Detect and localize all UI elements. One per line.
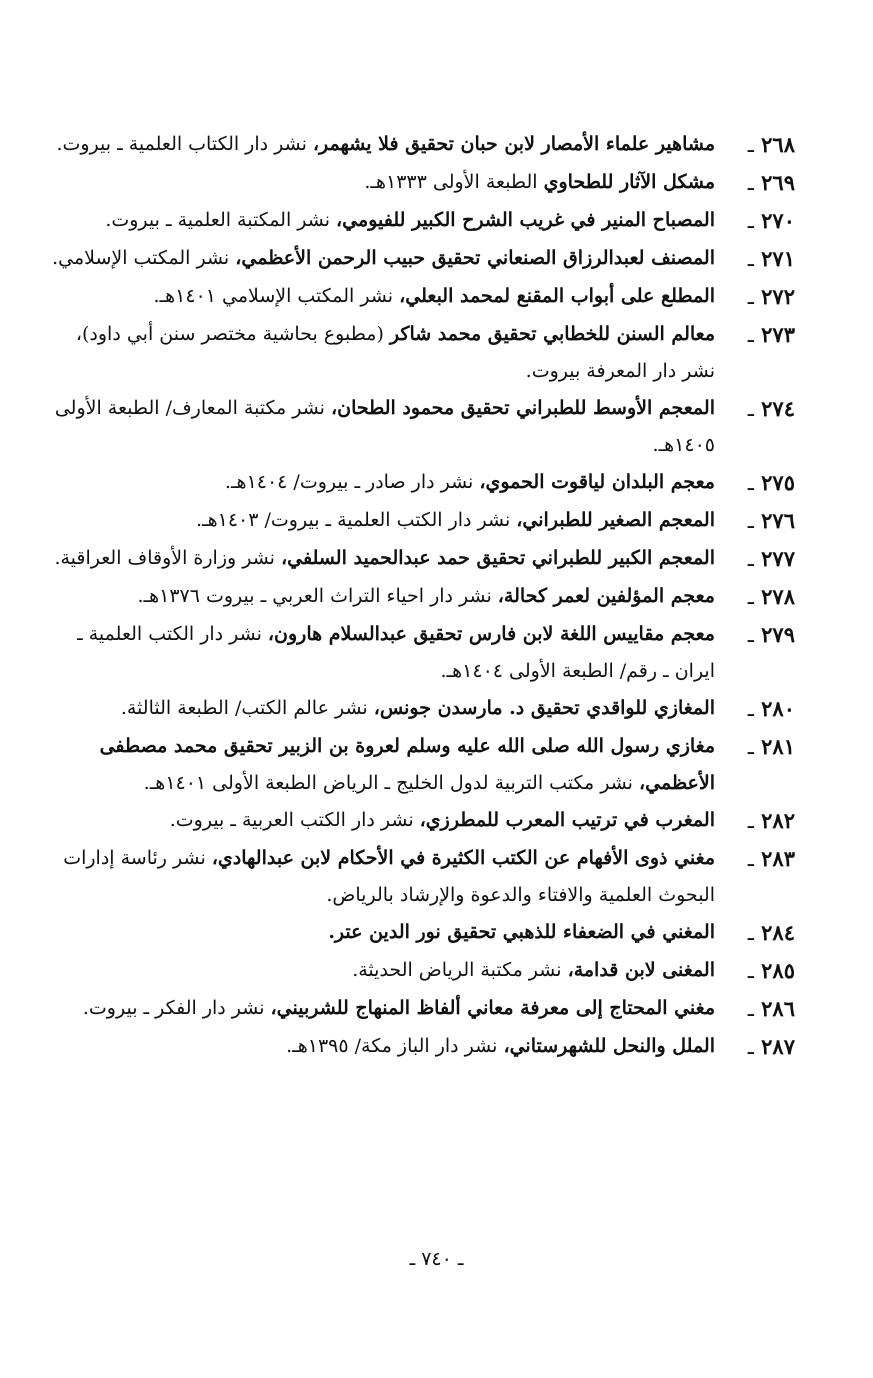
entry-number-value: ٢٧٨ — [761, 584, 795, 609]
entry-dash: ـ — [747, 133, 754, 157]
entry-number-value: ٢٦٨ — [761, 132, 795, 157]
entry-details: نشر المكتب الإسلامي ١٤٠١هـ. — [153, 285, 400, 307]
entry-number-value: ٢٨١ — [761, 734, 795, 759]
entry-text — [50, 578, 715, 615]
entry-dash: ـ — [747, 921, 754, 945]
entry-number — [715, 690, 795, 728]
entry-details: نشر دار احياء التراث العربي ـ بيروت ١٣٧٦هـ. — [137, 585, 498, 607]
bibliography-entry — [50, 464, 795, 502]
entry-text — [50, 164, 715, 201]
bibliography-entry — [50, 126, 795, 164]
entry-details: نشر دار الفكر ـ بيروت. — [82, 997, 271, 1019]
entry-text — [50, 502, 715, 539]
bibliography-entry — [50, 616, 795, 690]
entry-number — [715, 202, 795, 240]
entry-number — [715, 126, 795, 164]
entry-text — [50, 616, 715, 690]
entry-number-value: ٢٨٤ — [761, 920, 795, 945]
entry-details: نشر دار صادر ـ بيروت/ ١٤٠٤هـ. — [224, 471, 480, 493]
entry-text — [50, 240, 715, 277]
bibliography-entry — [50, 840, 795, 914]
entry-text — [50, 914, 715, 951]
bibliography-entry — [50, 914, 795, 952]
entry-text — [50, 990, 715, 1027]
entry-title: المعجم الكبير للطبراني تحقيق حمد عبدالحميد السلفي، — [280, 547, 715, 569]
entry-details: نشر دار الكتب العلمية ـ بيروت/ ١٤٠٣هـ. — [196, 509, 517, 531]
bibliography-entry — [50, 502, 795, 540]
entry-dash: ـ — [747, 735, 754, 759]
entry-dash: ـ — [747, 697, 754, 721]
bibliography-entry — [50, 316, 795, 390]
entry-title: مغني المحتاج إلى معرفة معاني ألفاظ المنهاج للشربيني، — [270, 997, 715, 1019]
entry-number-value: ٢٨٦ — [761, 996, 795, 1021]
bibliography-entry — [50, 802, 795, 840]
bibliography-entry — [50, 202, 795, 240]
entry-number-value: ٢٧٢ — [761, 284, 795, 309]
entry-title: مشكل الآثار للطحاوي — [543, 171, 715, 193]
bibliography-entry — [50, 540, 795, 578]
entry-details: نشر دار الكتب العلمية ـ ايران ـ رقم/ الطبعة الأولى ١٤٠٤هـ. — [77, 623, 715, 682]
entry-details: (مطبوع بحاشية مختصر سنن أبي داود)، نشر دار المعرفة بيروت. — [75, 323, 715, 382]
bibliography-entry — [50, 390, 795, 464]
entry-title: الملل والنحل للشهرستاني، — [503, 1035, 715, 1057]
entry-details: نشر وزارة الأوقاف العراقية. — [54, 547, 281, 569]
entry-number — [715, 464, 795, 502]
entry-text — [50, 278, 715, 315]
entry-number-value: ٢٨٣ — [761, 846, 795, 871]
entry-number-value: ٢٦٩ — [761, 170, 795, 195]
bibliography-entry — [50, 578, 795, 616]
bibliography-entry — [50, 278, 795, 316]
entry-title: معجم البلدان لياقوت الحموي، — [479, 471, 715, 493]
entry-dash: ـ — [747, 397, 754, 421]
entry-dash: ـ — [747, 547, 754, 571]
bibliography-entry — [50, 728, 795, 802]
bibliography-list — [50, 126, 795, 1066]
entry-text — [50, 540, 715, 577]
entry-title: مغني ذوى الأفهام عن الكتب الكثيرة في الأحكام لابن عبدالهادي، — [211, 847, 715, 869]
entry-title: المصنف لعبدالرزاق الصنعاني تحقيق حبيب الرحمن الأعظمي، — [235, 247, 715, 269]
entry-dash: ـ — [747, 847, 754, 871]
entry-dash: ـ — [747, 585, 754, 609]
entry-title: المغازي للواقدي تحقيق د. مارسدن جونس، — [373, 697, 715, 719]
entry-title: مشاهير علماء الأمصار لابن حبان تحقيق فلا يشهمر، — [312, 133, 715, 155]
entry-details: نشر دار الكتاب العلمية ـ بيروت. — [56, 133, 313, 155]
entry-text — [50, 952, 715, 989]
bibliography-entry — [50, 164, 795, 202]
entry-number-value: ٢٧٥ — [761, 470, 795, 495]
entry-number-value: ٢٨٧ — [761, 1034, 795, 1059]
entry-details: نشر مكتب التربية لدول الخليج ـ الرياض الطبعة الأولى ١٤٠١هـ. — [143, 772, 639, 794]
entry-text — [50, 316, 715, 390]
entry-details: نشر المكتب الإسلامي. — [52, 247, 236, 269]
entry-number-value: ٢٧١ — [761, 246, 795, 271]
entry-dash: ـ — [747, 285, 754, 309]
bibliography-entry — [50, 240, 795, 278]
entry-text — [50, 126, 715, 163]
entry-number — [715, 802, 795, 840]
bibliography-entry — [50, 952, 795, 990]
entry-number — [715, 1028, 795, 1066]
entry-number — [715, 278, 795, 316]
entry-title: المعجم الصغير للطبراني، — [516, 509, 715, 531]
entry-dash: ـ — [747, 623, 754, 647]
entry-number-value: ٢٨٥ — [761, 958, 795, 983]
entry-dash: ـ — [747, 809, 754, 833]
bibliography-entry — [50, 690, 795, 728]
entry-number — [715, 164, 795, 202]
entry-number — [715, 240, 795, 278]
entry-title: معالم السنن للخطابي تحقيق محمد شاكر — [389, 323, 715, 345]
entry-dash: ـ — [747, 247, 754, 271]
entry-details: نشر المكتبة العلمية ـ بيروت. — [105, 209, 337, 231]
entry-title: المغني في الضعفاء للذهبي تحقيق نور الدين عتر. — [328, 921, 715, 943]
entry-number — [715, 728, 795, 766]
entry-title: معجم مقاييس اللغة لابن فارس تحقيق عبدالسلام هارون، — [267, 623, 715, 645]
entry-text — [50, 390, 715, 464]
bibliography-entry — [50, 1028, 795, 1066]
entry-dash: ـ — [747, 471, 754, 495]
entry-dash: ـ — [747, 509, 754, 533]
entry-details: نشر رئاسة إدارات البحوث العلمية والافتاء والدعوة والإرشاد بالرياض. — [63, 847, 715, 906]
entry-number-value: ٢٧٠ — [761, 208, 795, 233]
entry-dash: ـ — [747, 171, 754, 195]
entry-number — [715, 616, 795, 654]
entry-details: نشر دار الكتب العربية ـ بيروت. — [169, 809, 420, 831]
entry-number — [715, 540, 795, 578]
entry-number — [715, 316, 795, 354]
entry-dash: ـ — [747, 997, 754, 1021]
entry-number — [715, 914, 795, 952]
entry-number — [715, 578, 795, 616]
entry-details: نشر مكتبة الرياض الحديثة. — [352, 959, 568, 981]
entry-text — [50, 202, 715, 239]
entry-details: نشر دار الباز مكة/ ١٣٩٥هـ. — [286, 1035, 504, 1057]
entry-number-value: ٢٧٩ — [761, 622, 795, 647]
entry-title: المصباح المنير في غريب الشرح الكبير للفيومي، — [336, 209, 715, 231]
entry-title: المعجم الأوسط للطبراني تحقيق محمود الطحان، — [331, 397, 715, 419]
entry-dash: ـ — [747, 209, 754, 233]
entry-number — [715, 840, 795, 878]
page-number: ـ ٧٤٠ ـ — [409, 1248, 464, 1270]
entry-text — [50, 728, 715, 802]
entry-text — [50, 840, 715, 914]
entry-text — [50, 464, 715, 501]
entry-number-value: ٢٨٠ — [761, 696, 795, 721]
entry-number — [715, 502, 795, 540]
entry-title: المطلع على أبواب المقنع لمحمد البعلي، — [399, 285, 715, 307]
entry-title: المغنى لابن قدامة، — [567, 959, 715, 981]
entry-number-value: ٢٧٦ — [761, 508, 795, 533]
entry-number — [715, 390, 795, 428]
entry-number-value: ٢٨٢ — [761, 808, 795, 833]
entry-number-value: ٢٧٤ — [761, 396, 795, 421]
entry-number-value: ٢٧٧ — [761, 546, 795, 571]
entry-text — [50, 1028, 715, 1065]
entry-text — [50, 690, 715, 727]
entry-dash: ـ — [747, 1035, 754, 1059]
entry-details: نشر عالم الكتب/ الطبعة الثالثة. — [120, 697, 374, 719]
entry-details: الطبعة الأولى ١٣٣٣هـ. — [364, 171, 544, 193]
entry-title: معجم المؤلفين لعمر كحالة، — [497, 585, 715, 607]
entry-dash: ـ — [747, 959, 754, 983]
entry-title: المغرب في ترتيب المعرب للمطرزي، — [419, 809, 715, 831]
entry-text — [50, 802, 715, 839]
entry-title: مغازي رسول الله صلى الله عليه وسلم لعروة بن الزبير تحقيق محمد مصطفى الأعظمي، — [99, 735, 715, 794]
entry-dash: ـ — [747, 323, 754, 347]
entry-number — [715, 990, 795, 1028]
entry-number-value: ٢٧٣ — [761, 322, 795, 347]
bibliography-entry — [50, 990, 795, 1028]
entry-details: نشر مكتبة المعارف/ الطبعة الأولى ١٤٠٥هـ. — [54, 397, 715, 456]
entry-number — [715, 952, 795, 990]
